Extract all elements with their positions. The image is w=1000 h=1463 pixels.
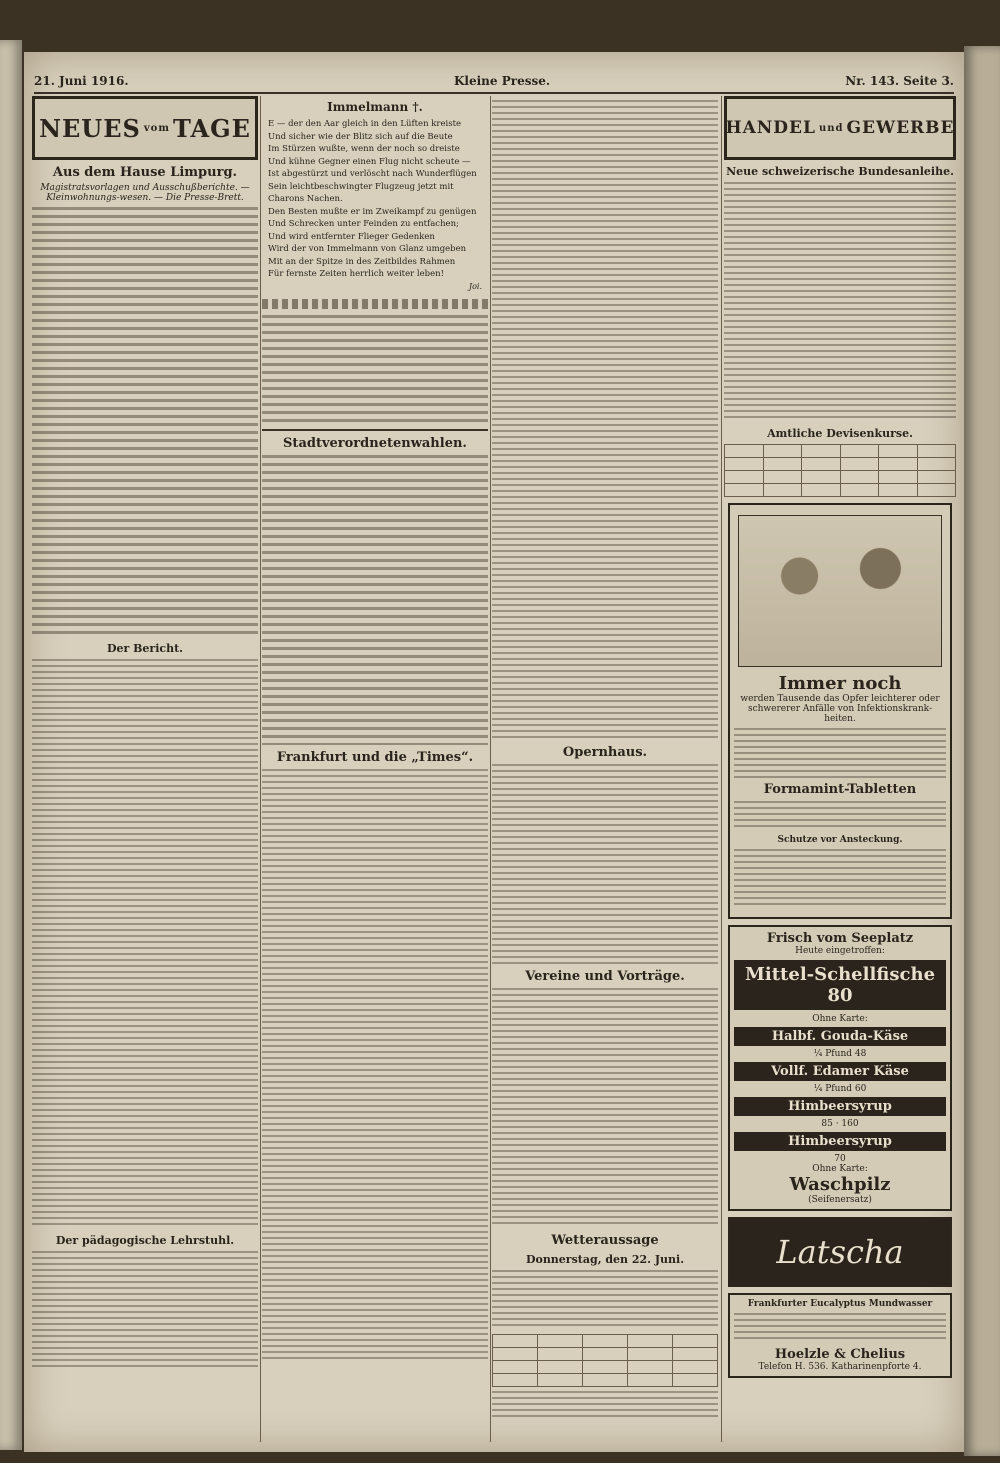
grocery-advertisement: Frisch vom Seeplatz Heute eingetroffen: Mittel-Schellfische 80 Ohne Karte: Halbf. Gouda-Käse ¼ Pfund 48 Vollf. Edamer Käse ¼ Pfund 60 Himbeersyrup 85 · 160 Himbeersyrup 70 Ohne Karte: Waschpilz (Seifenersatz): [728, 925, 952, 1211]
article-heading: Amtliche Devisenkurse.: [767, 427, 913, 440]
article-text-block: [32, 207, 258, 637]
column-rule: [721, 96, 722, 1442]
article-heading: Wetteraussage: [551, 1233, 659, 1248]
masthead: [34, 74, 954, 94]
article-heading: Aus dem Hause Limpurg.: [52, 165, 238, 180]
masthead-date: 21. Juni 1916.: [34, 74, 129, 88]
poem-signature: Joi.: [468, 281, 482, 291]
article-text-block: [492, 1391, 718, 1421]
article-text-block: [492, 764, 718, 964]
article-heading: Frankfurt und die „Times“.: [276, 750, 474, 765]
article-text-block: [32, 1251, 258, 1371]
handel-und-gewerbe-logo: HANDEL und GEWERBE: [724, 96, 956, 160]
exchange-rate-table: [724, 444, 956, 497]
masthead-paper: Kleine Presse.: [454, 74, 551, 88]
article-text-block: [492, 988, 718, 1228]
formamint-advertisement: Immer noch werden Tausende das Opfer leichterer oder schwererer Anfälle von Infektionskrank-heiten. Formamint-Tabletten Schutze vor Ansteckung.: [728, 503, 952, 919]
poem: E — der den Aar gleich in den Lüften kreiste Und sicher wie der Blitz sich auf die Beute Im Stürzen wußte, wenn der noch so dreiste Und kühne Gegner einen Flug nicht scheute — Ist abgestürzt und verlöscht nach Wunderflügen Sein leichtbeschwingter Flugzeug jetzt mit Charons Nachen. Den Besten mußte er im Zweikampf zu genügen Und Schrecken unter Feinden zu entfachen; Und wird entfernter Flieger Gedenken Wird der von Immelmann von Glanz umgeben Mit an der Spitze in des Zeitbildes Rahmen Für fernste Zeiten herrlich weiter leben! Joi.: [262, 118, 488, 293]
masthead-page: Nr. 143. Seite 3.: [845, 74, 954, 88]
column-rule: [490, 96, 491, 1442]
poem-title: Immelmann †.: [327, 100, 423, 114]
article-text-block: [724, 182, 956, 422]
article-text-block: [492, 100, 718, 740]
article-heading: Der pädagogische Lehrstuhl.: [55, 1234, 235, 1247]
column-3: [492, 96, 718, 1442]
article-heading: Stadtverordnetenwahlen.: [283, 436, 467, 451]
newspaper-page: [24, 52, 964, 1452]
neues-vom-tage-logo: NEUES vom TAGE: [32, 96, 258, 160]
weather-table: [492, 1334, 718, 1387]
article-subheading: Magistratsvorlagen und Ausschußberichte. — Kleinwohnungs-wesen. — Die Presse-Brett.: [40, 183, 250, 203]
article-heading: Vereine und Vorträge.: [525, 969, 685, 984]
article-subheading: Donnerstag, den 22. Juni.: [525, 1253, 685, 1266]
article-text-block: [262, 455, 488, 745]
article-text-block: [492, 1270, 718, 1330]
article-text-block: [262, 769, 488, 1359]
column-rule: [260, 96, 261, 1442]
column-4: [724, 96, 956, 1442]
advertisement-illustration: [738, 515, 942, 667]
article-heading: Neue schweizerische Bundesanleihe.: [726, 165, 954, 178]
column-2: [262, 96, 488, 1442]
article-text-block: [32, 659, 258, 1229]
column-1: [32, 96, 258, 1442]
article-heading: Der Bericht.: [106, 642, 184, 655]
next-page-edge: [964, 46, 1000, 1456]
article-heading: Opernhaus.: [562, 745, 648, 760]
mouthwash-advertisement: Frankfurter Eucalyptus Mundwasser Hoelzle & Chelius Telefon H. 536. Katharinenpforte 4.: [728, 1293, 952, 1378]
divider: [262, 429, 488, 431]
article-text-block: [262, 315, 488, 425]
latscha-advertisement: Latscha: [728, 1217, 952, 1287]
ornament-divider: [262, 299, 488, 309]
previous-page-edge: [0, 40, 22, 1450]
